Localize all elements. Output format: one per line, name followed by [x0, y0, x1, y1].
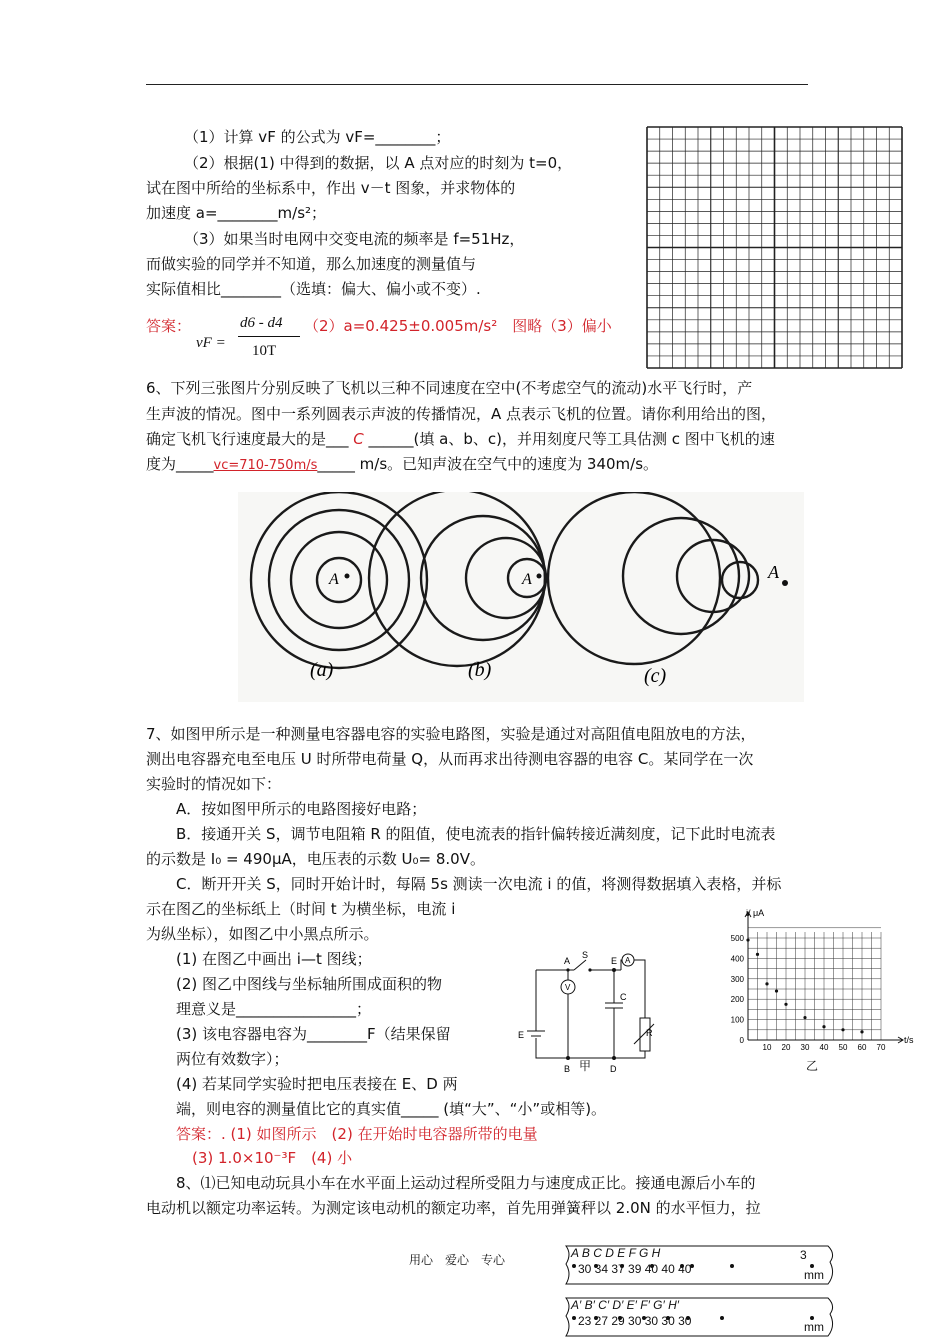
q5-answer-rest: （2）a=0.425±0.005m/s² 图略（3）偏小 — [304, 317, 612, 335]
q6-answer-speed: vc=710-750m/s — [213, 458, 318, 473]
circuit-caption: 甲 — [579, 1059, 592, 1073]
q7-sub-3a: (3) 该电容器电容为________F（结果保留 — [176, 1025, 451, 1043]
point-a-label-a: A — [329, 571, 339, 588]
q5-line-5: （3）如果当时电网中交变电流的频率是 f=51Hz， — [184, 230, 525, 248]
q6-line-4a: 度为_____ — [146, 455, 214, 473]
tape-1-distances: 30 34 37 39 40 40 40 — [578, 1262, 692, 1276]
point-a-label-c: A — [768, 562, 779, 582]
circuit-label-a: A — [564, 956, 571, 966]
q7-step-c3: 为纵坐标），如图乙中小黑点所示。 — [146, 925, 379, 943]
sound-wave-svg — [238, 492, 804, 702]
q7-answer-2: (3) 1.0×10⁻³F (4) 小 — [192, 1149, 353, 1167]
blank-graph-grid — [646, 126, 903, 369]
voltmeter-symbol: V — [565, 983, 571, 992]
fraction-bar — [238, 336, 300, 337]
point-a-label-b: A — [522, 571, 532, 588]
q5-line-7: 实际值相比________（选填：偏大、偏小或不变）. — [146, 280, 481, 298]
chart-data-point — [803, 1016, 806, 1019]
circuit-label-e-left: E — [518, 1030, 525, 1040]
circuit-label-d: D — [610, 1064, 617, 1074]
q8-line-1: 8、⑴已知电动玩具小车在水平面上运动过程所受阻力与速度成正比。接通电源后小车的 — [176, 1174, 756, 1192]
chart-x-tick-label: 50 — [838, 1043, 848, 1052]
q5-line-2: （2）根据(1) 中得到的数据，以 A 点对应的时刻为 t=0， — [184, 154, 573, 172]
circuit-label-b: B — [564, 1064, 571, 1074]
q7-step-a: A．按如图甲所示的电路图接好电路； — [176, 800, 427, 818]
tape-2-unit: mm — [804, 1320, 824, 1334]
header-rule — [146, 84, 808, 85]
q7-sub-3b: 两位有效数字）； — [176, 1050, 289, 1068]
formula-denominator: 10T — [252, 343, 277, 359]
chart-y-tick-label: 100 — [730, 1015, 744, 1025]
circuit-label-s: S — [582, 950, 589, 960]
chart-data-point — [765, 982, 768, 985]
chart-x-tick-label: 20 — [781, 1043, 791, 1052]
formula-lhs: vF = — [196, 335, 226, 351]
chart-data-point — [860, 1030, 863, 1033]
current-time-graph — [726, 908, 926, 1078]
chart-y-tick-label: 0 — [739, 1036, 744, 1045]
chart-data-point — [746, 938, 749, 941]
graph-y-label: i/ μA — [746, 908, 765, 918]
q7-line-1: 7、如图甲所示是一种测量电容器电容的实验电路图，实验是通过对高阻值电阻放电的方法， — [146, 725, 756, 743]
chart-y-tick-label: 200 — [730, 995, 744, 1005]
q7-step-b1: B．接通开关 S，调节电阻箱 R 的阻值，使电流表的指针偏转接近满刻度，记下此时电流表 — [176, 825, 776, 843]
q7-sub-2a: (2) 图乙中图线与坐标轴所围成面积的物 — [176, 975, 443, 993]
q6-line-3b: ______(填 a、b、c)，并用刻度尺等工具估测 c 图中飞机的速 — [363, 430, 775, 448]
q6-line-4 — [146, 454, 658, 476]
chart-y-tick-label: 500 — [730, 934, 744, 943]
q7-line-2: 测出电容器充电至电压 U 时所带电荷量 Q，从而再求出待测电容器的电容 C。某同学在一次 — [146, 750, 754, 768]
chart-data-point — [822, 1025, 825, 1028]
q5-line-1: （1）计算 vF 的公式为 vF=________； — [184, 128, 451, 146]
chart-data-point — [784, 1003, 787, 1006]
sound-wave-figure — [238, 492, 804, 702]
label-a: (a) — [310, 659, 334, 681]
q6-answer-c: C — [353, 430, 364, 448]
q6-line-4b: _____ m/s。已知声波在空气中的速度为 340m/s。 — [317, 455, 659, 473]
circuit-label-r: R — [646, 1028, 653, 1038]
q6-line-3a: 确定飞机飞行速度最大的是___ — [146, 430, 354, 448]
footer-text: 用心 爱心 专心 — [409, 1253, 506, 1267]
chart-x-tick-label: 30 — [800, 1043, 810, 1052]
q7-sub-1: (1) 在图乙中画出 i—t 图线； — [176, 950, 372, 968]
q6-line-1: 6、下列三张图片分别反映了飞机以三种不同速度在空中(不考虑空气的流动)水平飞行时，产 — [146, 379, 753, 397]
q6-line-3 — [146, 429, 775, 449]
ammeter-symbol: A — [625, 956, 631, 965]
tape-2-distances: 23 27 29 30 30 30 30 — [578, 1314, 692, 1328]
q7-sub-2b: 理意义是________________； — [176, 1000, 372, 1018]
tape-1-unit: mm — [804, 1268, 824, 1282]
chart-y-tick-label: 300 — [730, 974, 744, 984]
circuit-label-e-top: E — [611, 956, 618, 966]
q5-line-3: 试在图中所给的坐标系中，作出 v－t 图象，并求物体的 — [146, 179, 516, 197]
q7-step-c2: 示在图乙的坐标纸上（时间 t 为横坐标，电流 i — [146, 900, 456, 918]
chart-data-point — [756, 953, 759, 956]
label-c: (c) — [644, 665, 667, 687]
chart-y-tick-label: 400 — [730, 954, 744, 964]
graph-x-label: t/s — [904, 1035, 914, 1045]
chart-x-tick-label: 70 — [876, 1043, 886, 1052]
tape-1-letters: A B C D E F G H — [571, 1246, 661, 1260]
tape-1-page-number: 3 — [800, 1248, 807, 1262]
chart-x-tick-label: 10 — [762, 1043, 772, 1052]
q7-line-3: 实验时的情况如下： — [146, 775, 282, 793]
chart-x-tick-label: 40 — [819, 1043, 829, 1052]
label-b: (b) — [468, 659, 492, 681]
tape-2-letters: A′ B′ C′ D′ E′ F′ G′ H′ — [571, 1298, 680, 1312]
q5-line-4: 加速度 a=________m/s²； — [146, 204, 327, 222]
graph-caption: 乙 — [806, 1059, 819, 1073]
chart-data-point — [775, 989, 778, 992]
q6-line-2: 生声波的情况。图中一系列圆表示声波的传播情况，A 点表示飞机的位置。请你利用给出的图， — [146, 405, 777, 423]
q5-line-6: 而做实验的同学并不知道，那么加速度的测量值与 — [146, 255, 477, 273]
q7-answer-1: 答案：. (1) 如图所示 (2) 在开始时电容器所带的电量 — [176, 1125, 538, 1143]
q7-sub-4a: (4) 若某同学实验时把电压表接在 E、D 两 — [176, 1075, 458, 1093]
chart-x-tick-label: 60 — [857, 1043, 867, 1052]
q8-line-2: 电动机以额定功率运转。为测定该电动机的额定功率，首先用弹簧秤以 2.0N 的水平恒力，拉 — [146, 1199, 761, 1217]
formula-numerator: d6 - d4 — [240, 315, 283, 331]
q7-sub-4b: 端，则电容的测量值比它的真实值_____ (填“大”、“小”或相等)。 — [176, 1100, 607, 1118]
circuit-label-c: C — [620, 992, 627, 1002]
q5-answer-label: 答案： — [146, 317, 192, 335]
q7-step-c1: C．断开开关 S，同时开始计时，每隔 5s 测读一次电流 i 的值，将测得数据填入表格，并标 — [176, 875, 782, 893]
q7-step-b2: 的示数是 I₀ = 490μA，电压表的示数 U₀= 8.0V。 — [146, 850, 485, 868]
chart-data-point — [841, 1028, 844, 1031]
